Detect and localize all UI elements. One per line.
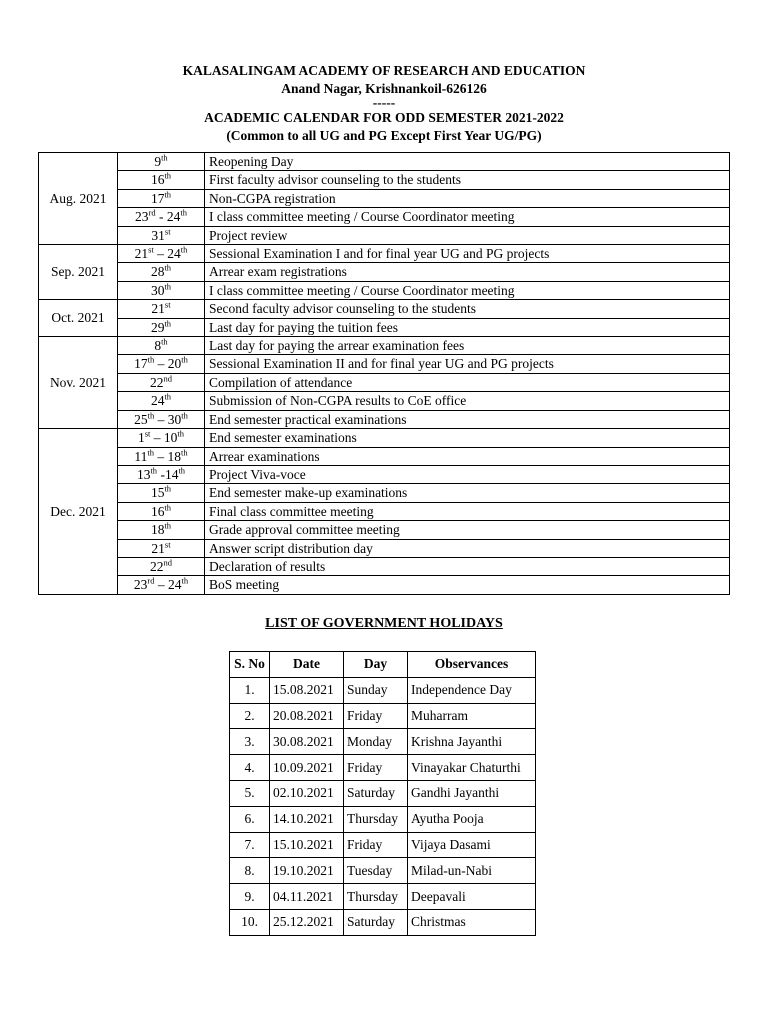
holiday-sno: 6. [230, 806, 270, 832]
holiday-observance: Gandhi Jayanthi [408, 780, 536, 806]
calendar-date: 8th [118, 337, 205, 355]
date-ordinal-suffix: nd [163, 373, 172, 384]
calendar-month: Nov. 2021 [39, 337, 118, 429]
holiday-day: Monday [344, 729, 408, 755]
column-header-day: Day [344, 652, 408, 678]
calendar-event: First faculty advisor counseling to the students [205, 171, 730, 189]
holiday-date: 25.12.2021 [270, 909, 344, 935]
holiday-row [230, 755, 536, 781]
calendar-month: Aug. 2021 [39, 153, 118, 245]
date-ordinal-suffix: th [150, 465, 158, 476]
calendar-row [39, 245, 730, 263]
calendar-event: Last day for paying the tuition fees [205, 318, 730, 336]
calendar-row [39, 429, 730, 447]
calendar-row [39, 465, 730, 483]
calendar-event: End semester make-up examinations [205, 484, 730, 502]
calendar-event: Final class committee meeting [205, 502, 730, 520]
calendar-event: I class committee meeting / Course Coordinator meeting [205, 281, 730, 299]
holiday-date: 15.10.2021 [270, 832, 344, 858]
calendar-event: Second faculty advisor counseling to the students [205, 300, 730, 318]
holiday-observance: Krishna Jayanthi [408, 729, 536, 755]
date-ordinal-suffix: th [181, 410, 188, 421]
date-ordinal-suffix: st [144, 428, 151, 439]
calendar-row [39, 355, 730, 373]
calendar-month: Sep. 2021 [39, 245, 118, 300]
calendar-date: 31st [118, 226, 205, 244]
date-ordinal-suffix: th [180, 207, 187, 218]
holiday-date: 10.09.2021 [270, 755, 344, 781]
date-ordinal-suffix: th [180, 244, 188, 255]
calendar-date: 11th – 18th [118, 447, 205, 465]
date-ordinal-suffix: th [164, 391, 172, 402]
calendar-event: Project Viva-voce [205, 465, 730, 483]
calendar-month: Dec. 2021 [39, 429, 118, 595]
calendar-event: Last day for paying the arrear examination fees [205, 337, 730, 355]
date-ordinal-suffix: th [181, 354, 188, 365]
holiday-day: Friday [344, 832, 408, 858]
date-ordinal-suffix: nd [163, 557, 172, 568]
holiday-day: Thursday [344, 884, 408, 910]
date-ordinal-suffix: th [164, 170, 172, 181]
institution-address: Anand Nagar, Krishnankoil-626126 [281, 80, 487, 96]
holiday-row [230, 884, 536, 910]
calendar-row [39, 576, 730, 594]
holiday-sno: 8. [230, 858, 270, 884]
calendar-date: 17th [118, 189, 205, 207]
holiday-observance: Milad-un-Nabi [408, 858, 536, 884]
date-ordinal-suffix: th [164, 262, 172, 273]
calendar-date: 25th – 30th [118, 410, 205, 428]
calendar-row [39, 208, 730, 226]
calendar-event: Submission of Non-CGPA results to CoE office [205, 392, 730, 410]
calendar-date: 28th [118, 263, 205, 281]
holiday-observance: Independence Day [408, 677, 536, 703]
calendar-date: 24th [118, 392, 205, 410]
calendar-date: 18th [118, 521, 205, 539]
holiday-sno: 3. [230, 729, 270, 755]
header-separator: ----- [372, 95, 396, 110]
holiday-observance: Vinayakar Chaturthi [408, 755, 536, 781]
calendar-row [39, 300, 730, 318]
calendar-row [39, 373, 730, 391]
date-ordinal-suffix: st [164, 226, 171, 237]
calendar-event: Grade approval committee meeting [205, 521, 730, 539]
calendar-event: Arrear exam registrations [205, 263, 730, 281]
date-ordinal-suffix: th [164, 281, 172, 292]
holiday-sno: 7. [230, 832, 270, 858]
date-ordinal-suffix: st [148, 244, 154, 255]
calendar-date: 22nd [118, 373, 205, 391]
date-ordinal-suffix: th [178, 465, 186, 476]
calendar-month: Oct. 2021 [39, 300, 118, 337]
institution-name: KALASALINGAM ACADEMY OF RESEARCH AND EDUCATION [182, 63, 586, 78]
calendar-date: 21st – 24th [118, 245, 205, 263]
date-ordinal-suffix: th [164, 189, 172, 200]
holiday-day: Sunday [344, 677, 408, 703]
calendar-row [39, 189, 730, 207]
holiday-observance: Christmas [408, 909, 536, 935]
calendar-subtitle: (Common to all UG and PG Except First Year UG/PG) [226, 127, 542, 143]
calendar-event: Sessional Examination I and for final year UG and PG projects [205, 245, 730, 263]
holiday-observance: Ayutha Pooja [408, 806, 536, 832]
calendar-event: End semester examinations [205, 429, 730, 447]
holiday-sno: 1. [230, 677, 270, 703]
column-header-date: Date [270, 652, 344, 678]
calendar-date: 23rd – 24th [118, 576, 205, 594]
holiday-observance: Vijaya Dasami [408, 832, 536, 858]
calendar-row [39, 318, 730, 336]
holiday-date: 30.08.2021 [270, 729, 344, 755]
holiday-day: Friday [344, 703, 408, 729]
calendar-date: 16th [118, 171, 205, 189]
calendar-row [39, 447, 730, 465]
calendar-row [39, 484, 730, 502]
holiday-row [230, 703, 536, 729]
calendar-date: 17th – 20th [118, 355, 205, 373]
holiday-sno: 5. [230, 780, 270, 806]
date-ordinal-suffix: th [164, 502, 172, 513]
calendar-row [39, 410, 730, 428]
date-ordinal-suffix: st [164, 299, 171, 310]
holidays-table [229, 651, 536, 936]
calendar-event: Sessional Examination II and for final year UG and PG projects [205, 355, 730, 373]
holiday-row [230, 677, 536, 703]
holiday-date: 14.10.2021 [270, 806, 344, 832]
calendar-event: Project review [205, 226, 730, 244]
holiday-day: Friday [344, 755, 408, 781]
calendar-date: 23rd - 24th [118, 208, 205, 226]
date-ordinal-suffix: th [147, 447, 154, 457]
calendar-date: 16th [118, 502, 205, 520]
holiday-sno: 10. [230, 909, 270, 935]
holiday-row [230, 780, 536, 806]
calendar-row [39, 502, 730, 520]
calendar-event: I class committee meeting / Course Coordinator meeting [205, 208, 730, 226]
calendar-row [39, 226, 730, 244]
holiday-row [230, 832, 536, 858]
calendar-row [39, 263, 730, 281]
holiday-date: 02.10.2021 [270, 780, 344, 806]
holiday-date: 20.08.2021 [270, 703, 344, 729]
calendar-event: Declaration of results [205, 557, 730, 575]
holiday-sno: 9. [230, 884, 270, 910]
date-ordinal-suffix: th [161, 336, 168, 347]
calendar-row [39, 337, 730, 355]
holiday-row [230, 858, 536, 884]
calendar-row [39, 521, 730, 539]
calendar-date: 15th [118, 484, 205, 502]
calendar-date: 21st [118, 539, 205, 557]
holidays-header-row [230, 652, 536, 678]
column-header-observances: Observances [408, 652, 536, 678]
calendar-date: 1st – 10th [118, 429, 205, 447]
holiday-row [230, 806, 536, 832]
calendar-event: Answer script distribution day [205, 539, 730, 557]
calendar-date: 29th [118, 318, 205, 336]
date-ordinal-suffix: th [181, 447, 188, 457]
calendar-date: 9th [118, 153, 205, 171]
date-ordinal-suffix: th [147, 410, 155, 421]
date-ordinal-suffix: th [177, 428, 185, 439]
date-ordinal-suffix: th [164, 483, 172, 494]
date-ordinal-suffix: th [164, 520, 172, 531]
holiday-sno: 4. [230, 755, 270, 781]
calendar-event: BoS meeting [205, 576, 730, 594]
holiday-observance: Muharram [408, 703, 536, 729]
calendar-date: 13th -14th [118, 465, 205, 483]
calendar-event: End semester practical examinations [205, 410, 730, 428]
calendar-title: ACADEMIC CALENDAR FOR ODD SEMESTER 2021-2022 [204, 110, 564, 125]
calendar-event: Compilation of attendance [205, 373, 730, 391]
date-ordinal-suffix: th [161, 152, 168, 163]
calendar-row [39, 171, 730, 189]
calendar-row [39, 539, 730, 557]
calendar-row [39, 557, 730, 575]
calendar-date: 22nd [118, 557, 205, 575]
date-ordinal-suffix: st [164, 539, 171, 550]
date-ordinal-suffix: th [181, 575, 189, 586]
column-header-sno: S. No [230, 652, 270, 678]
calendar-date: 30th [118, 281, 205, 299]
holiday-day: Saturday [344, 780, 408, 806]
holiday-row [230, 729, 536, 755]
holiday-date: 19.10.2021 [270, 858, 344, 884]
holiday-day: Tuesday [344, 858, 408, 884]
holiday-sno: 2. [230, 703, 270, 729]
calendar-event: Arrear examinations [205, 447, 730, 465]
date-ordinal-suffix: rd [148, 207, 156, 218]
holiday-row [230, 909, 536, 935]
date-ordinal-suffix: th [164, 318, 172, 329]
calendar-row [39, 153, 730, 171]
holiday-date: 15.08.2021 [270, 677, 344, 703]
holiday-date: 04.11.2021 [270, 884, 344, 910]
date-ordinal-suffix: rd [147, 575, 155, 586]
calendar-row [39, 392, 730, 410]
academic-calendar-table [38, 152, 730, 595]
holiday-day: Thursday [344, 806, 408, 832]
calendar-event: Reopening Day [205, 153, 730, 171]
calendar-event: Non-CGPA registration [205, 189, 730, 207]
document-header [0, 62, 768, 144]
holiday-day: Saturday [344, 909, 408, 935]
calendar-row [39, 281, 730, 299]
calendar-date: 21st [118, 300, 205, 318]
holidays-title: LIST OF GOVERNMENT HOLIDAYS [265, 616, 503, 631]
holiday-observance: Deepavali [408, 884, 536, 910]
date-ordinal-suffix: th [147, 354, 155, 365]
